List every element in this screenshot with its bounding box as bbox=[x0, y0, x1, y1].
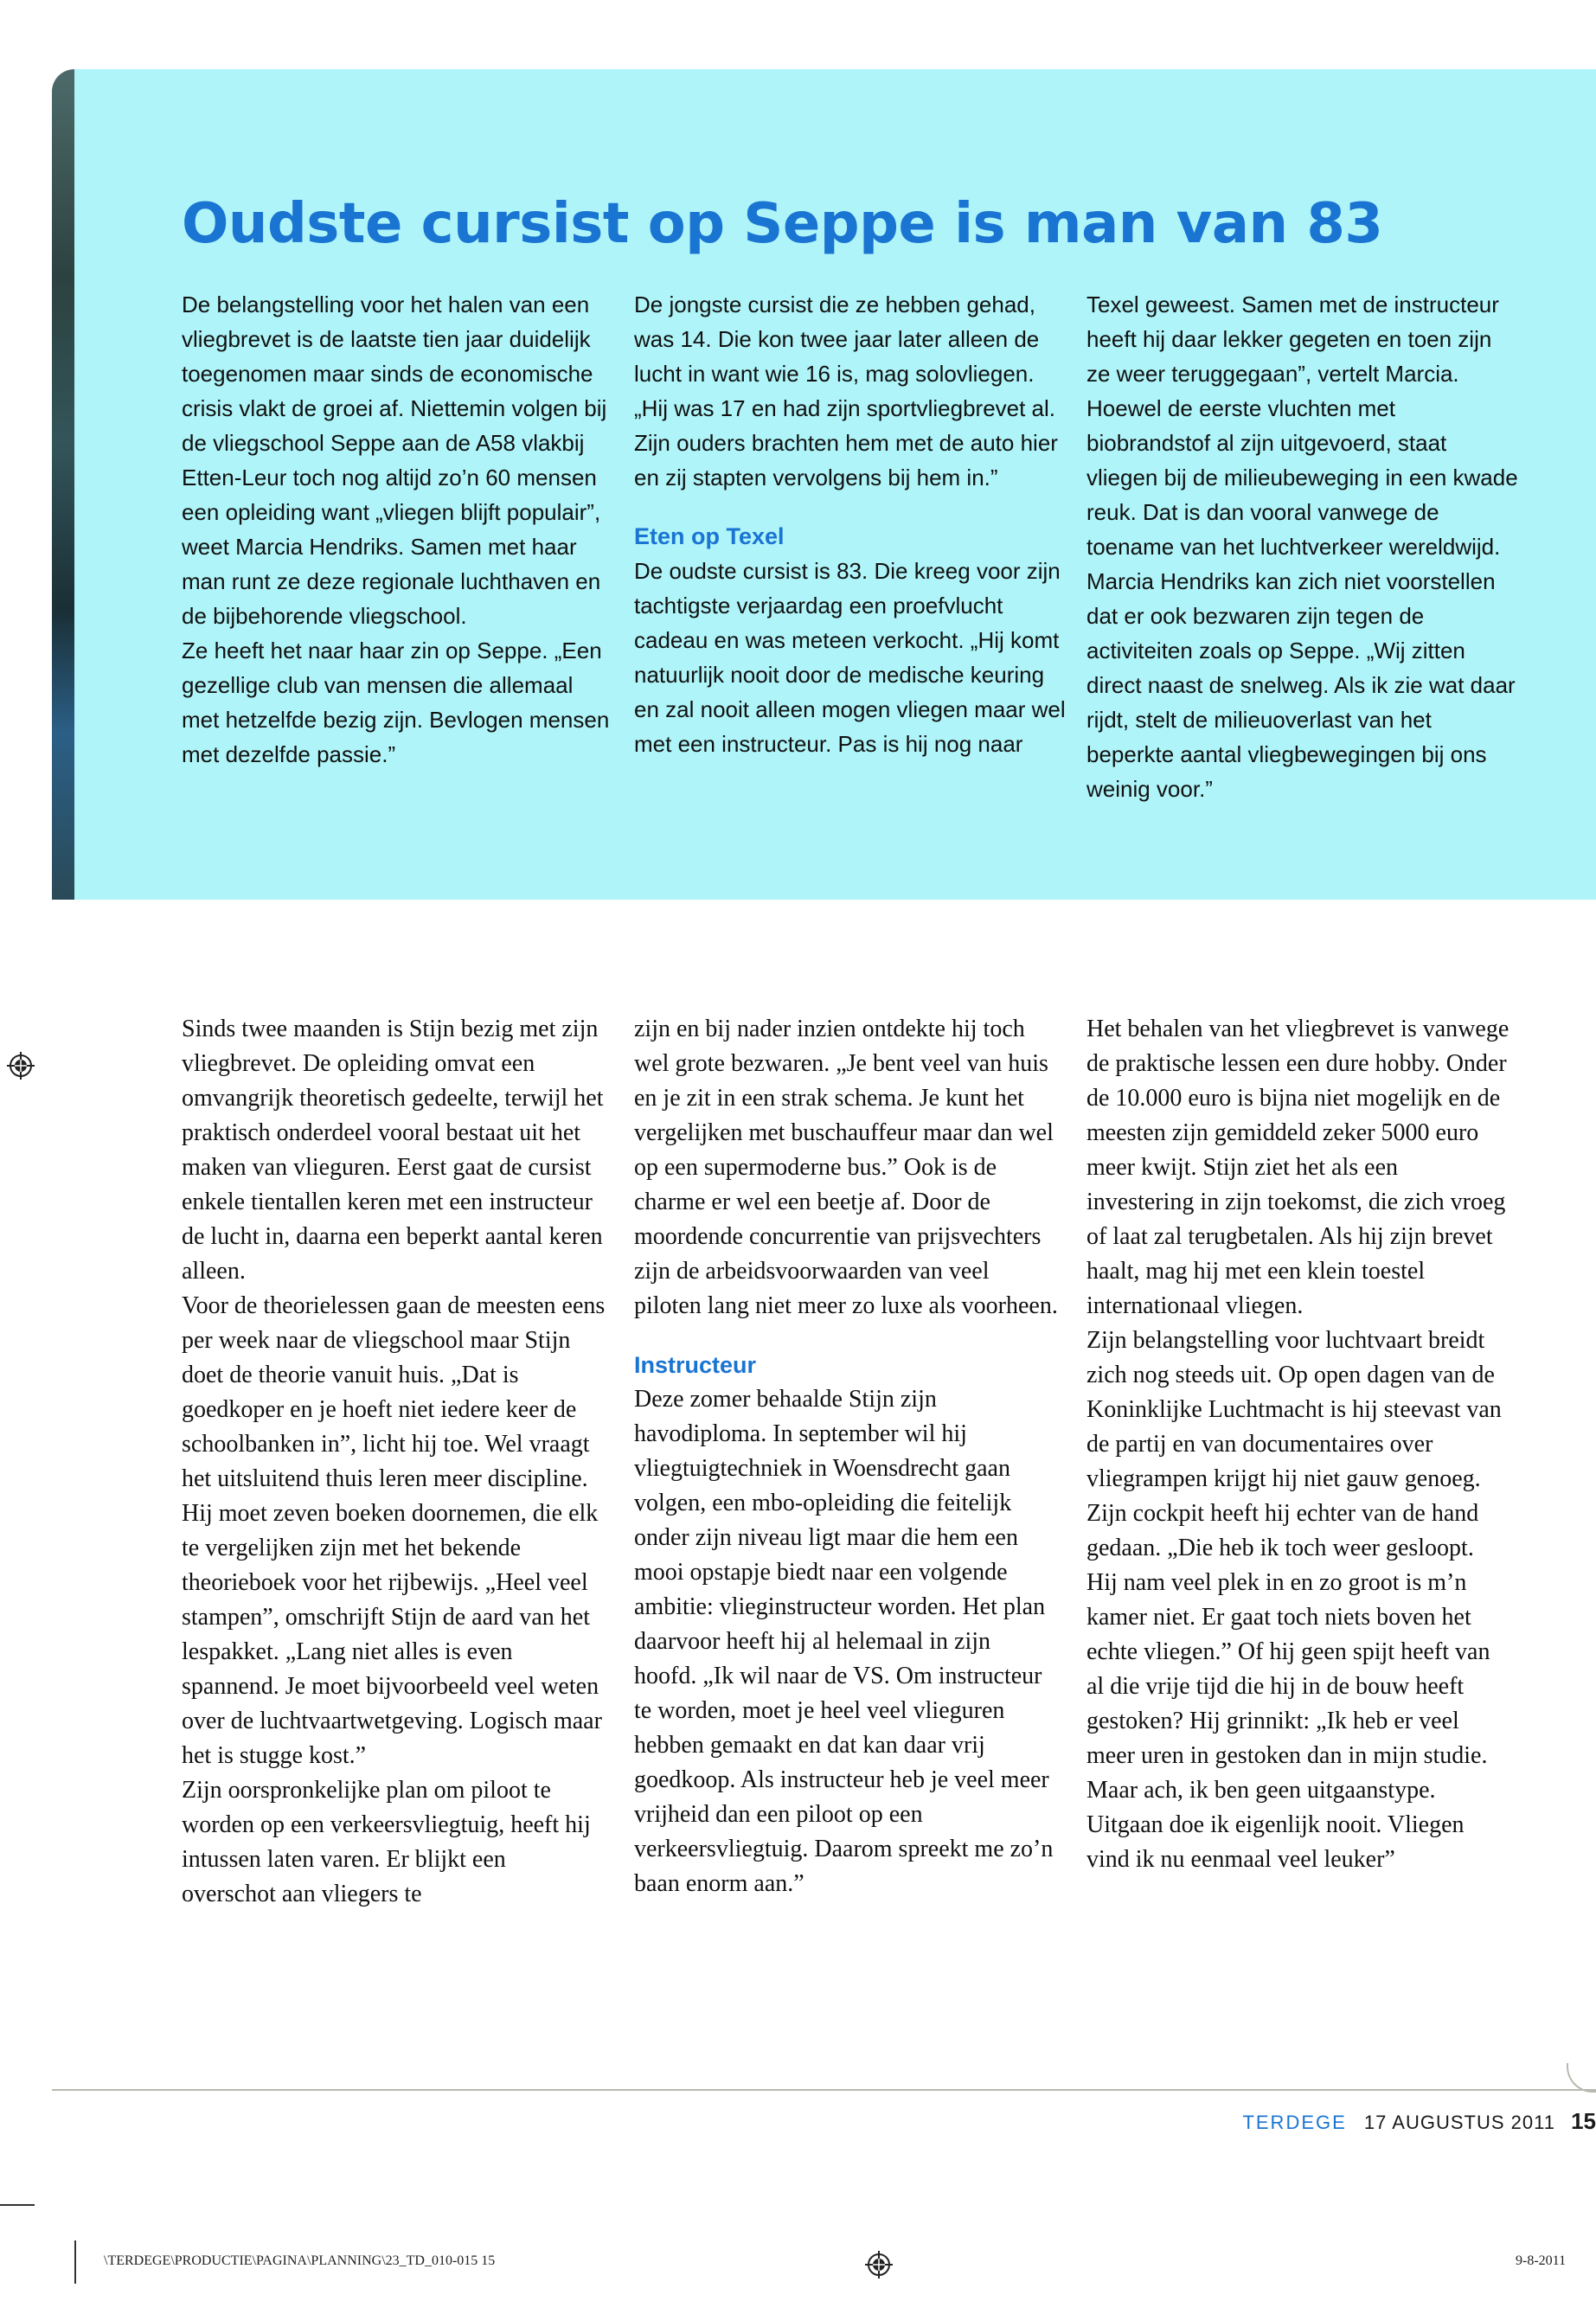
sidebar-column-1 bbox=[182, 287, 614, 772]
magazine-name: TERDEGE bbox=[1242, 2112, 1347, 2133]
sidebar-column-3 bbox=[1086, 287, 1519, 806]
crop-mark bbox=[74, 2240, 76, 2284]
article-column-1 bbox=[182, 1012, 606, 1912]
issue-date: 17 AUGUSTUS 2011 bbox=[1363, 2112, 1555, 2133]
paragraph: Voor de theorielessen gaan de meesten eens per week naar de vliegschool maar Stijn doet de theorie vanuit huis. „Dat is goedkoper en je hoeft niet iedere keer de schoolbanken in”, licht hij toe. Wel vraagt het uitsluitend thuis leren meer discipline. Hij moet zeven boeken doornemen, die elk te vergelijken zijn met het bekende theorieboek voor het rijbewijs. „Heel veel stampen”, omschrijft Stijn de aard van het lespakket. „Lang niet alles is even spannend. Je moet bijvoorbeeld veel weten over de luchtvaartwetgeving. Logisch maar het is stugge kost.” bbox=[182, 1292, 606, 1769]
paragraph: Sinds twee maanden is Stijn bezig met zijn vliegbrevet. De opleiding omvat een omvangrijk theoretisch gedeelte, terwijl het praktisch onderdeel vooral bestaat uit het maken van vlieguren. Eerst gaat de cursist enkele tientallen keren met een instructeur de lucht in, daarna een beperkt aantal keren alleen. bbox=[182, 1016, 604, 1285]
subheading: Instructeur bbox=[634, 1352, 757, 1378]
article-column-3 bbox=[1086, 1012, 1510, 1877]
paragraph: De oudste cursist is 83. Die kreeg voor zijn tachtigste verjaardag een proefvlucht cadeau en was meteen verkocht. „Hij komt natuurlijk nooit door de medische keuring en zal nooit alleen mogen vliegen maar wel met een instructeur. Pas is hij nog naar bbox=[634, 558, 1066, 757]
sidebar-column-2 bbox=[634, 287, 1067, 761]
paragraph: Zijn oorspronkelijke plan om piloot te worden op een verkeersvliegtuig, heeft hij intussen laten varen. Er blijkt een overschot aan vliegers te bbox=[182, 1777, 591, 1907]
paragraph: Het behalen van het vliegbrevet is vanwege de praktische lessen een dure hobby. Onder de 10.000 euro is bijna niet mogelijk en de meesten zijn gemiddeld zeker 5000 euro meer kwijt. Stijn ziet het als een investering in zijn toekomst, die zich vroeg of laat zal terugbetalen. Als hij zijn brevet haalt, mag hij met een klein toestel internationaal vliegen. bbox=[1086, 1016, 1509, 1319]
folio bbox=[1242, 2108, 1596, 2135]
paragraph: Hoewel de eerste vluchten met biobrandstof al zijn uitgevoerd, staat vliegen bij de milieubeweging in een kwade reuk. Dat is dan vooral vanwege de toename van het luchtverkeer wereldwijd. Marcia Hendriks kan zich niet voorstellen dat er ook bezwaren zijn tegen de activiteiten zoals op Seppe. „Wij zitten direct naast de snelweg. Als ik zie wat daar rijdt, stelt de milieuoverlast van het beperkte aantal vliegbewegingen bij ons weinig voor.” bbox=[1086, 395, 1518, 802]
paragraph: Deze zomer behaalde Stijn zijn havodiploma. In september wil hij vliegtuigtechniek in Woensdrecht gaan volgen, een mbo-opleiding die feitelijk onder zijn niveau ligt maar die hem een mooi opstapje biedt naar een volgende ambitie: vlieginstructeur worden. Het plan daarvoor heeft hij al helemaal in zijn hoofd. „Ik wil naar de VS. Om instructeur te worden, moet je heel veel vlieguren hebben gemaakt en dat kan daar vrij goedkoop. Als instructeur heb je veel meer vrijheid dan een piloot op een verkeersvliegtuig. Daarom spreekt me zo’n baan enorm aan.” bbox=[634, 1386, 1054, 1897]
paragraph: De jongste cursist die ze hebben gehad, was 14. Die kon twee jaar later alleen de lucht in want wie 16 is, mag solovliegen. „Hij was 17 en had zijn sportvliegbrevet al. Zijn ouders brachten hem met de auto hier en zij stapten vervolgens bij hem in.” bbox=[634, 292, 1058, 490]
subheading: Eten op Texel bbox=[634, 523, 785, 549]
photo-strip bbox=[52, 69, 74, 900]
page-number: 15 bbox=[1571, 2108, 1596, 2134]
paragraph: Ze heeft het naar haar zin op Seppe. „Een gezellige club van mensen die allemaal met hetzelfde bezig zijn. Bevlogen mensen met dezelfde passie.” bbox=[182, 638, 610, 767]
paragraph: Texel geweest. Samen met de instructeur heeft hij daar lekker gegeten en toen zijn ze weer teruggegaan”, vertelt Marcia. bbox=[1086, 292, 1499, 387]
article-column-2 bbox=[634, 1012, 1058, 1901]
registration-mark-icon bbox=[7, 1052, 35, 1080]
crop-mark bbox=[0, 2204, 35, 2206]
paragraph: Zijn belangstelling voor luchtvaart breidt zich nog steeds uit. Op open dagen van de Koninklijke Luchtmacht is hij steevast van de partij en van documentaires over vliegrampen krijgt hij niet gauw genoeg. Zijn cockpit heeft hij echter van de hand gedaan. „Die heb ik toch weer gesloopt. Hij nam veel plek in en zo groot is m’n kamer niet. Er gaat toch niets boven het echte vliegen.” Of hij geen spijt heeft van al die vrije tijd die hij in de bouw heeft gestoken? Hij grinnikt: „Ik heb er veel meer uren in gestoken dan in mijn studie. Maar ach, ik ben geen uitgaanstype. Uitgaan doe ik eigenlijk nooit. Vliegen vind ik nu eenmaal veel leuker” bbox=[1086, 1327, 1502, 1873]
file-slug: \TERDEGE\PRODUCTIE\PAGINA\PLANNING\23_TD_010-015 15 bbox=[104, 2253, 496, 2268]
registration-mark-icon bbox=[865, 2251, 893, 2279]
footer-rule-corner bbox=[1567, 2063, 1596, 2093]
slug-date: 9-8-2011 bbox=[1516, 2253, 1567, 2268]
footer-rule bbox=[52, 2089, 1596, 2091]
sidebar-headline: Oudste cursist op Seppe is man van 83 bbox=[182, 192, 1383, 256]
paragraph: zijn en bij nader inzien ontdekte hij toch wel grote bezwaren. „Je bent veel van huis en je zit in een strak schema. Je kunt het vergelijken met buschauffeur maar dan wel op een supermoderne bus.” Ook is de charme er wel een beetje af. Door de moordende concurrentie van prijsvechters zijn de arbeidsvoorwaarden van veel piloten lang niet meer zo luxe als voorheen. bbox=[634, 1016, 1058, 1319]
paragraph: De belangstelling voor het halen van een vliegbrevet is de laatste tien jaar duidelijk toegenomen maar sinds de economische crisis vlakt de groei af. Niettemin volgen bij de vliegschool Seppe aan de A58 vlakbij Etten-Leur toch nog altijd zo’n 60 mensen een opleiding want „vliegen blijft populair”, weet Marcia Hendriks. Samen met haar man runt ze deze regionale luchthaven en de bijbehorende vliegschool. bbox=[182, 292, 607, 629]
